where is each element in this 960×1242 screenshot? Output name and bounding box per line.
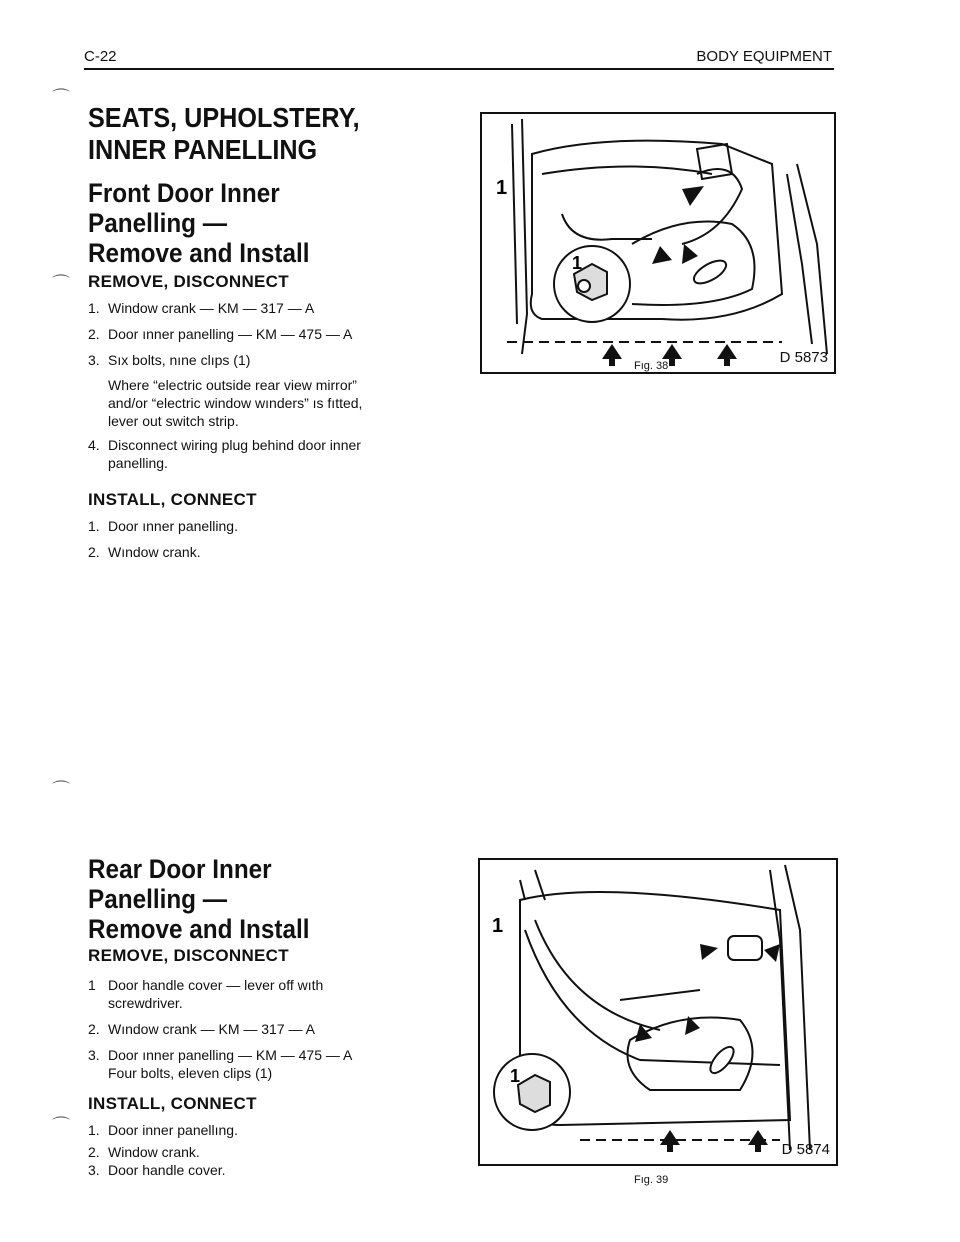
front-remove-item xyxy=(88,325,388,343)
item-number: 2. xyxy=(88,1144,100,1160)
item-text: Door ınner panelling — KM — 475 — A xyxy=(108,326,353,342)
item-number: 3. xyxy=(88,352,100,368)
item-number: 4. xyxy=(88,437,100,453)
front-install-item xyxy=(88,517,388,535)
front-title-line: Remove and Install xyxy=(88,238,310,268)
rear-install-heading: INSTALL, CONNECT xyxy=(88,1094,257,1113)
figure-39-caption: Fıg. 39 xyxy=(634,1174,669,1186)
arrow-up-icon xyxy=(602,344,622,366)
figure-code: D 5874 xyxy=(781,1141,830,1158)
section-title: BODY EQUIPMENT xyxy=(696,48,832,65)
front-install-heading: INSTALL, CONNECT xyxy=(88,490,257,509)
rear-door-illustration xyxy=(480,860,836,1164)
item-text: Window crank — KM — 317 — A xyxy=(108,300,315,316)
front-remove-item xyxy=(88,299,388,317)
arrow-icon xyxy=(682,244,698,264)
item-text: screwdriver. xyxy=(108,995,183,1011)
item-text: Door ınner panelling. xyxy=(108,518,238,534)
arrow-icon xyxy=(652,246,672,264)
item-text: Sıx bolts, nıne clıps (1) xyxy=(108,352,251,368)
figure-38 xyxy=(480,112,836,374)
item-text: Four bolts, eleven clips (1) xyxy=(108,1065,273,1081)
front-section-title xyxy=(88,178,309,268)
handle-cover xyxy=(728,936,762,960)
rear-section-title xyxy=(88,854,309,944)
item-text: Door handle cover — lever off wıth xyxy=(108,977,324,993)
item-text: Door inner panellıng. xyxy=(108,1122,238,1138)
header-rule xyxy=(84,68,834,70)
rear-remove-item xyxy=(88,1020,388,1038)
main-title xyxy=(88,102,360,166)
rear-title-line: Rear Door Inner xyxy=(88,854,272,884)
front-remove-heading: REMOVE, DISCONNECT xyxy=(88,272,289,291)
front-remove-item xyxy=(88,351,388,369)
arrow-up-icon xyxy=(748,1130,768,1152)
rear-remove-heading: REMOVE, DISCONNECT xyxy=(88,946,289,965)
margin-mark: ⌒ xyxy=(52,88,70,108)
rear-remove-item xyxy=(88,1046,388,1082)
item-number: 3. xyxy=(88,1047,100,1063)
main-title-line: SEATS, UPHOLSTERY, xyxy=(88,102,360,133)
callout-label: 1 xyxy=(492,915,504,937)
item-text: Window crank. xyxy=(108,1144,200,1160)
item-text: Disconnect wiring plug behind door inner xyxy=(108,437,361,453)
detail-label: 1 xyxy=(510,1066,521,1086)
detail-label: 1 xyxy=(572,253,583,273)
item-text: Wındow crank — KM — 317 — A xyxy=(108,1021,315,1037)
figure-code: D 5873 xyxy=(779,349,828,366)
arrow-icon xyxy=(700,944,718,960)
margin-mark: ⌒ xyxy=(52,1116,70,1136)
rear-remove-item xyxy=(88,976,388,1012)
front-install-item xyxy=(88,543,388,561)
front-title-line: Front Door Inner xyxy=(88,178,280,208)
note-line: Where “electric outside rear view mirror” xyxy=(108,377,357,393)
crank-handle xyxy=(706,1043,737,1077)
margin-mark: ⌒ xyxy=(52,274,70,294)
arrow-up-icon xyxy=(660,1130,680,1152)
rear-title-line: Panelling — xyxy=(88,884,228,914)
rear-install-item xyxy=(88,1121,388,1139)
item-number: 3. xyxy=(88,1162,100,1178)
item-text: Door handle cover. xyxy=(108,1162,226,1178)
arrow-icon xyxy=(764,944,780,962)
rear-install-item xyxy=(88,1161,388,1179)
arrow-up-icon xyxy=(717,344,737,366)
page-number: C-22 xyxy=(84,48,117,65)
rear-install-item xyxy=(88,1143,388,1161)
arrow-icon xyxy=(682,186,704,206)
item-number: 1. xyxy=(88,300,100,316)
rear-title-line: Remove and Install xyxy=(88,914,310,944)
callout-label: 1 xyxy=(496,177,508,199)
crank-handle xyxy=(690,256,729,288)
figure-38-caption: Fıg. 38 xyxy=(634,360,669,372)
margin-mark: ⌒ xyxy=(52,780,70,800)
front-note xyxy=(108,376,398,430)
item-text: panelling. xyxy=(108,455,168,471)
item-number: 2. xyxy=(88,1021,100,1037)
item-number: 2. xyxy=(88,544,100,560)
item-text: Door ınner panelling — KM — 475 — A xyxy=(108,1047,353,1063)
item-number: 1 xyxy=(88,977,96,993)
front-remove-item xyxy=(88,436,388,472)
item-number: 2. xyxy=(88,326,100,342)
item-number: 1. xyxy=(88,1122,100,1138)
note-line: lever out switch strip. xyxy=(108,413,239,429)
note-line: and/or “electric window wınders” ıs fıtted, xyxy=(108,395,363,411)
item-number: 1. xyxy=(88,518,100,534)
item-text: Wındow crank. xyxy=(108,544,201,560)
front-title-line: Panelling — xyxy=(88,208,228,238)
main-title-line: INNER PANELLING xyxy=(88,134,318,165)
front-door-illustration xyxy=(482,114,834,372)
figure-39 xyxy=(478,858,838,1166)
